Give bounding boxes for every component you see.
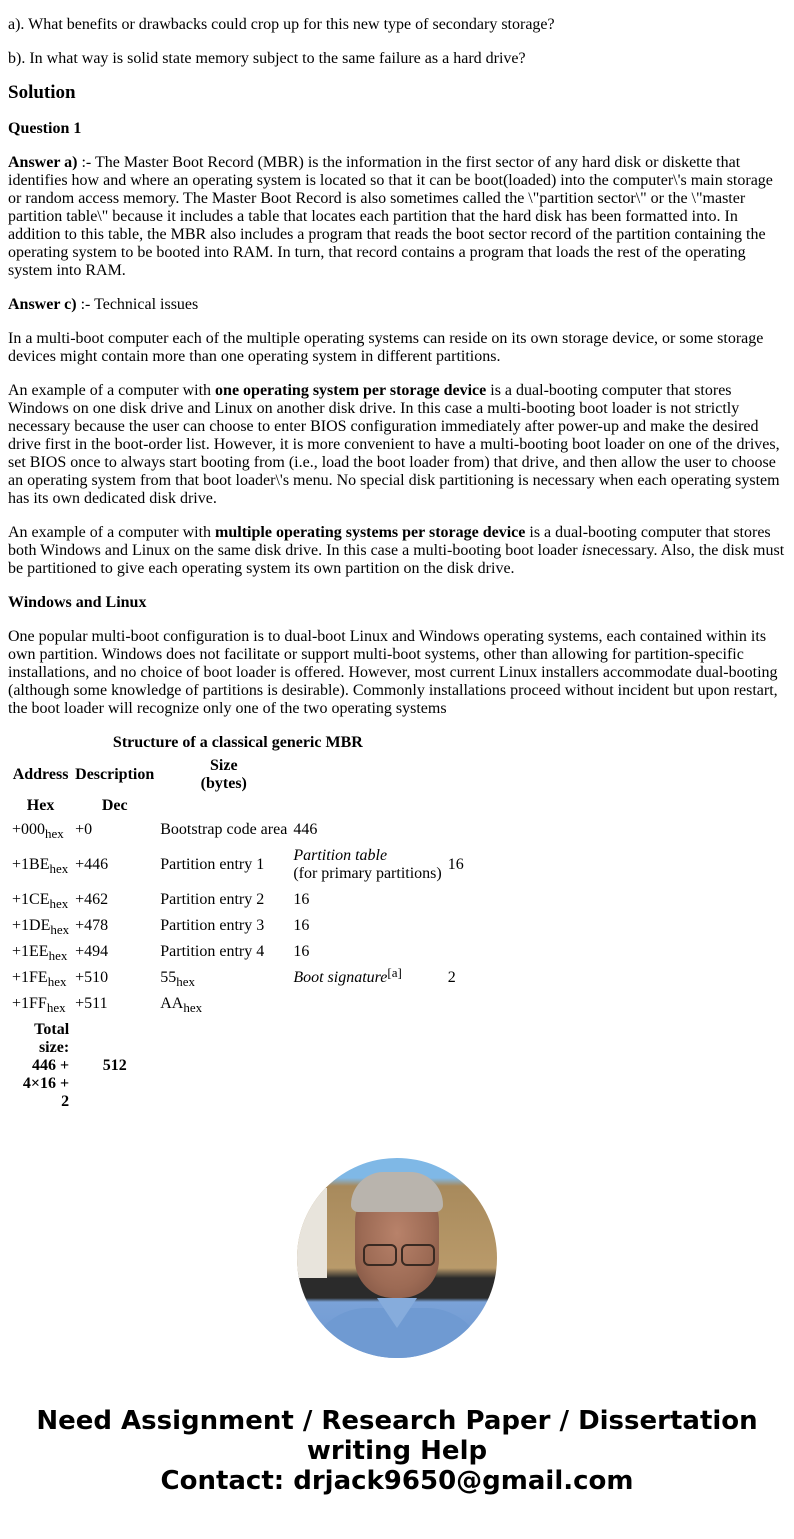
header-size-line2: (bytes) [200,775,247,792]
cell-hex: $+1FF_{hex}$ [12,995,66,1015]
total-size-value: 512 [102,1057,127,1074]
answer-c-text: :- Technical issues [76,296,199,313]
cell-dec: +462 [75,891,109,908]
table-row [10,818,466,842]
header-dec: Dec [101,797,128,814]
cell-hex: $+1DE_{hex}$ [12,917,70,937]
multi-os-bold: multiple operating systems per storage device [215,524,526,541]
cell-desc: $55_{hex}$ [160,969,196,989]
table-row [10,966,466,990]
cell-hex: $+1CE_{hex}$ [12,891,69,911]
header-description: Description [75,766,155,783]
total-size-label: Total size: 446 + 4×16 + 2 [22,1021,70,1110]
header-size [158,756,289,794]
answer-c-paragraph [8,296,786,314]
header-address: Address [12,766,69,783]
cell-hex: $+1BE_{hex}$ [12,856,69,876]
cell-desc: Partition entry 2 [160,891,265,908]
multi-os-text-pre: An example of a computer with [8,524,216,541]
cell-group: Partition table (for primary partitions) [293,847,442,882]
question-1-heading: Question 1 [8,120,82,137]
cell-size: 16 [293,943,310,960]
multi-os-italic: is [581,542,593,559]
cell-dec: +446 [75,856,109,873]
windows-linux-paragraph: One popular multi-boot configuration is to dual-boot Linux and Windows operating systems, each contained within its own partition. Windows does not facilitate or support multi-boot systems, other than allowing for partition-specific installations, and no choice of boot loader is offered. However, most current Linux installers accommodate dual-booting (although some knowledge of partitions is desirable). Commonly installations proceed without incident but upon restart, the boot loader will recognize only one of the two operating systems [8,628,778,717]
cell-desc: Partition entry 1 [160,856,265,873]
cell-size: 16 [447,856,464,873]
cell-dec: +511 [75,995,108,1012]
table-row [10,844,466,886]
footnote-link[interactable]: [a] [387,965,402,980]
cell-desc: $AA_{hex}$ [160,995,203,1015]
cell-size: 16 [293,891,310,908]
cell-hex: $+1EE_{hex}$ [12,943,68,963]
multiboot-paragraph: In a multi-boot computer each of the multiple operating systems can reside on its own storage device, or some storage devices might contain more than one operating system in different partitions. [8,330,764,365]
avatar-container [0,1158,794,1358]
answer-c-label: Answer c) [8,296,77,313]
cell-hex: $+000_{hex}$ [12,821,64,841]
table-row [10,914,466,938]
cell-dec: +478 [75,917,109,934]
promo-line-2: writing Help [306,1436,488,1466]
cell-dec: +0 [75,821,93,838]
solution-heading: Solution [8,82,76,103]
cell-hex: $+1FE_{hex}$ [12,969,67,989]
cell-desc: Bootstrap code area [160,821,288,838]
mbr-structure-table [8,734,468,1116]
document-body [0,16,794,1116]
multi-os-text-mid: is a dual-booting computer that stores both Windows and Linux on the same disk drive. In this case a multi-booting boot loader [8,524,771,559]
mbr-table-caption: Structure of a classical generic MBR [112,734,363,751]
table-header-row [10,756,466,794]
answer-a-label: Answer a) [8,154,78,171]
table-row [10,940,466,964]
cell-desc: Partition entry 4 [160,943,265,960]
cell-size: 16 [293,917,310,934]
windows-linux-heading: Windows and Linux [8,594,147,611]
cell-group: Boot signature[a] [293,965,402,986]
table-total-row [10,1018,466,1114]
one-os-bold: one operating system per storage device [215,382,487,399]
cell-dec: +494 [75,943,109,960]
multi-os-paragraph [8,524,786,578]
cell-size: 2 [447,969,456,986]
cell-desc: Partition entry 3 [160,917,265,934]
answer-a-paragraph [8,154,786,280]
promo-banner [0,1406,794,1496]
question-a: a). What benefits or drawbacks could crop up for this new type of secondary storage? [8,16,555,33]
multi-os-text-post: necessary. Also, the disk must be partitioned to give each operating system its own partition on the disk drive. [8,542,785,577]
cell-dec: +510 [75,969,109,986]
one-os-paragraph [8,382,786,508]
table-subheader-row [10,796,466,816]
header-hex: Hex [26,797,55,814]
answer-a-text: :- The Master Boot Record (MBR) is the information in the first sector of any hard disk or diskette that identifies how and where an operating system is located so that it can be boot(loaded) into the computer\'s main storage or random access memory. The Master Boot Record is also sometimes called the \"partition sector\" or the \"master partition table\" because it includes a table that locates each partition that the hard disk has been formatted into. In addition to this table, the MBR also includes a program that reads the boot sector record of the partition containing the operating system to be booted into RAM. In turn, that record contains a program that loads the rest of the operating system into RAM. [8,154,773,279]
cell-size: 446 [293,821,318,838]
one-os-text-post: is a dual-booting computer that stores Windows on one disk drive and Linux on another disk drive. In this case a multi-booting boot loader is not strictly necessary because the user can choose to enter BIOS configuration immediately after power-up and make the desired drive first in the boot-order list. However, it is more convenient to have a multi-booting boot loader on one of the drives, set BIOS once to always start booting from (i.e., load the boot loader from) that drive, and then allow the user to choose an operating system from that boot loader\'s menu. No special disk partitioning is necessary when each operating system has its own dedicated disk drive. [8,382,780,507]
question-b: b). In what way is solid state memory subject to the same failure as a hard drive? [8,50,526,67]
table-row [10,992,466,1016]
header-size-line1: Size [210,757,238,774]
avatar [297,1158,497,1358]
promo-line-1: Need Assignment / Research Paper / Dissertation [36,1406,758,1436]
table-row [10,888,466,912]
one-os-text-pre: An example of a computer with [8,382,216,399]
promo-contact: Contact: drjack9650@gmail.com [160,1466,634,1496]
